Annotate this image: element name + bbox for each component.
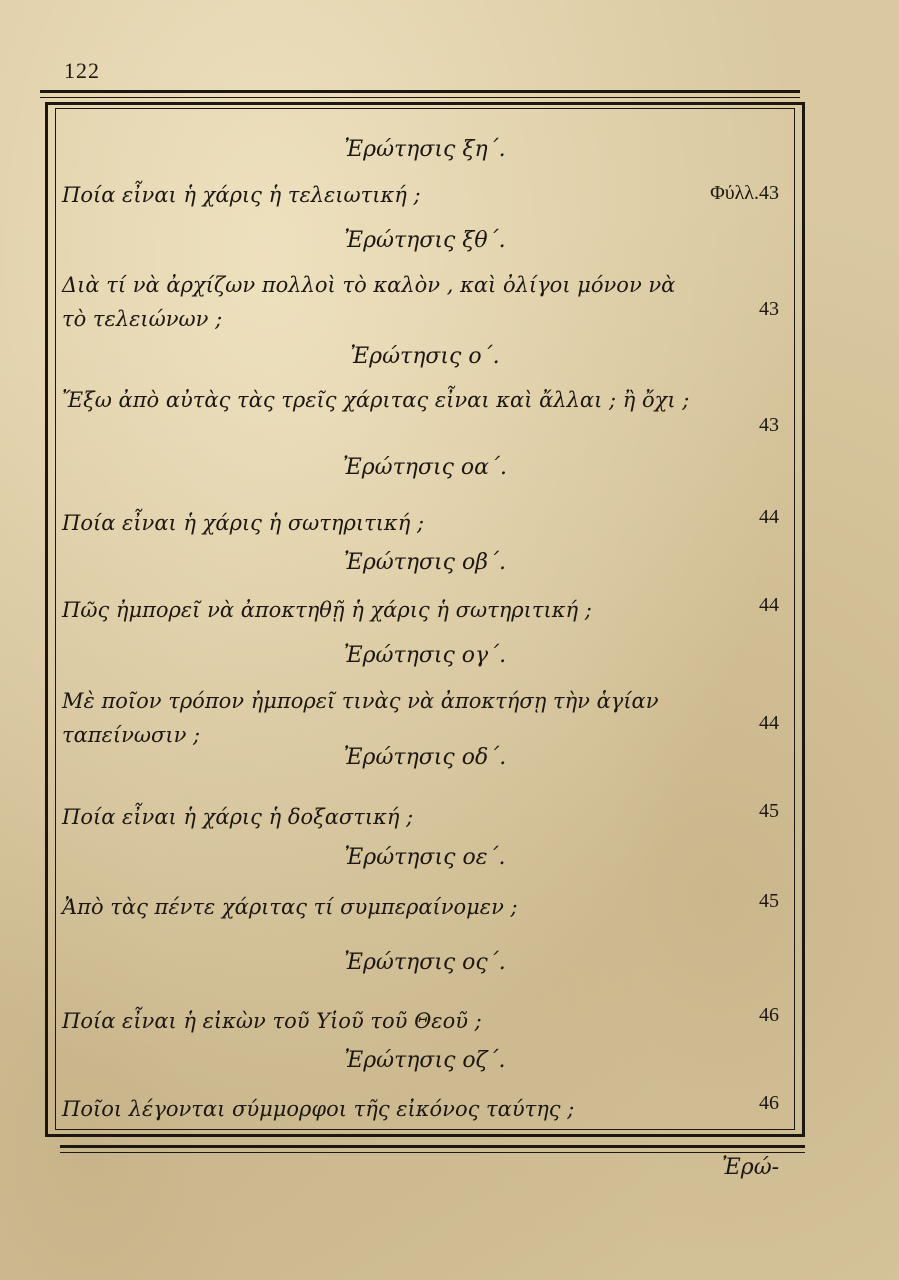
question-heading: Ἐρώτησις ος΄. [344, 950, 506, 975]
question-text: Ποία εἶναι ἡ εἰκὼν τοῦ Υἱοῦ τοῦ Θεοῦ ; [62, 1009, 482, 1033]
folio-number: 46 [759, 1092, 779, 1114]
question-heading: Ἐρώτησις ογ΄. [343, 643, 507, 668]
question-heading: Ἐρώτησις ξθ΄. [344, 228, 506, 253]
question-heading: Ἐρώτησις οε΄. [344, 845, 506, 870]
question-text: Ποῖοι λέγονται σύμμορφοι τῆς εἰκόνος ταύτης ; [62, 1097, 575, 1121]
top-double-rule-thin [40, 97, 800, 98]
question-text: Ποία εἶναι ἡ χάρις ἡ δοξαστική ; [62, 805, 414, 829]
question-heading: Ἐρώτησις οζ΄. [344, 1048, 506, 1073]
catchword: Ἐρώ- [722, 1155, 780, 1180]
question-text: Ἔξω ἀπὸ αὐτὰς τὰς τρεῖς χάριτας εἶναι καὶ ἄλλαι ; ἢ ὄχι ; [62, 388, 690, 412]
question-heading: Ἐρώτησις οδ΄. [343, 745, 507, 770]
folio-number: 44 [759, 594, 779, 616]
question-text: Ἀπὸ τὰς πέντε χάριτας τί συμπεραίνομεν ; [62, 895, 518, 919]
bottom-double-rule [60, 1145, 805, 1148]
question-text: Ποία εἶναι ἡ χάρις ἡ τελειωτική ; [62, 183, 421, 207]
top-double-rule [40, 90, 800, 93]
folio-number: 44 [759, 712, 779, 734]
bottom-double-rule-thin [60, 1152, 805, 1153]
question-heading: Ἐρώτησις οβ΄. [344, 550, 506, 575]
question-text: Πῶς ἠμπορεῖ νὰ ἀποκτηθῇ ἡ χάρις ἡ σωτηριτική ; [62, 598, 592, 622]
question-heading: Ἐρώτησις ξη΄. [344, 137, 506, 162]
question-text: Ποία εἶναι ἡ χάρις ἡ σωτηριτική ; [62, 511, 425, 535]
folio-number: 43 [759, 298, 779, 320]
folio-number: 46 [759, 1004, 779, 1026]
question-heading: Ἐρώτησις οα΄. [342, 455, 508, 480]
folio-number: 45 [759, 800, 779, 822]
folio-number: 44 [759, 506, 779, 528]
question-text: Διὰ τί νὰ ἀρχίζων πολλοὶ τὸ καλὸν , καὶ ὀλίγοι μόνον νὰ τὸ τελειώνων ; [62, 273, 676, 331]
folio-number: 43 [759, 414, 779, 436]
question-heading: Ἐρώτησις ο΄. [350, 344, 500, 369]
question-text: Μὲ ποῖον τρόπον ἠμπορεῖ τινὰς νὰ ἀποκτήσῃ τὴν ἁγίαν ταπείνωσιν ; [62, 689, 659, 747]
page-number: 122 [64, 58, 100, 83]
folio-number: Φύλλ.43 [710, 182, 779, 204]
folio-number: 45 [759, 890, 779, 912]
